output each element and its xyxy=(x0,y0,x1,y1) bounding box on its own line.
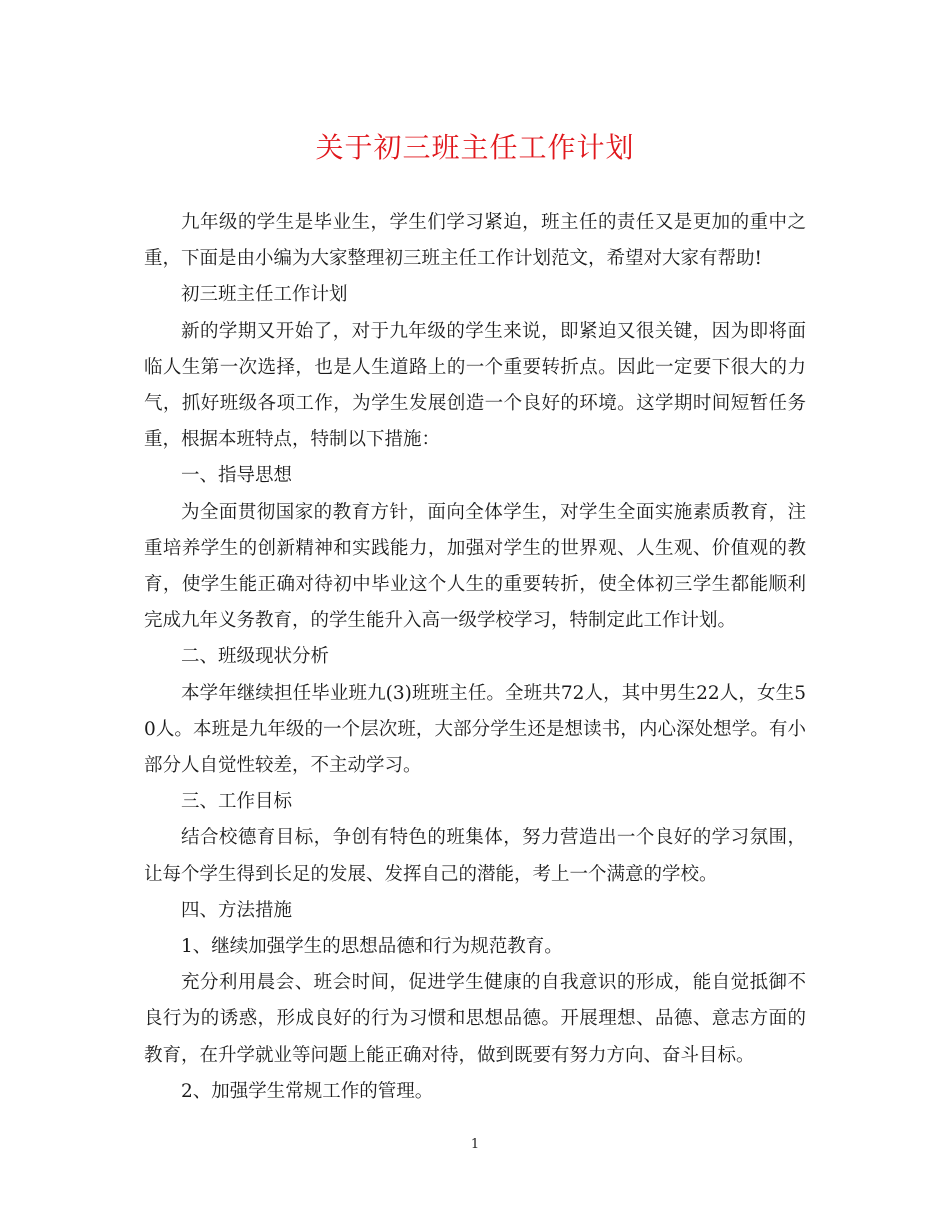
paragraph-work-goals: 结合校德育目标，争创有特色的班集体，努力营造出一个良好的学习氛围，让每个学生得到长足的发展、发挥自己的潜能，考上一个满意的学校。 xyxy=(144,827,806,885)
heading-guiding-thought: 一、指导思想 xyxy=(181,465,293,487)
document-title: 关于初三班主任工作计划 xyxy=(315,131,635,164)
page-number: 1 xyxy=(470,1137,480,1152)
paragraph-class-status: 本学年继续担任毕业班九(3)班班主任。全班共72人，其中男生22人，女生50人。本班是九年级的一个层次班，大部分学生还是想读书，内心深处想学。有小部分人自觉性较差，不主动学习。 xyxy=(144,682,806,777)
heading-methods: 四、方法措施 xyxy=(181,899,293,921)
document-body xyxy=(144,205,806,1110)
item-1-paragraph: 充分利用晨会、班会时间，促进学生健康的自我意识的形成，能自觉抵御不良行为的诱惑，形成良好的行为习惯和思想品德。开展理想、品德、意志方面的教育，在升学就业等问题上能正确对待，做到既要有努力方向、奋斗目标。 xyxy=(144,972,806,1066)
heading-work-goals: 三、工作目标 xyxy=(181,791,293,813)
paragraph-opening: 新的学期又开始了，对于九年级的学生来说，即紧迫又很关键，因为即将面临人生第一次选择，也是人生道路上的一个重要转折点。因此一定要下很大的力气，抓好班级各项工作，为学生发展创造一个良好的环境。这学期时间短暂任务重，根据本班特点，特制以下措施： xyxy=(144,320,806,451)
paragraph-subtitle: 初三班主任工作计划 xyxy=(181,284,348,306)
item-2-heading: 2、加强学生常规工作的管理。 xyxy=(181,1080,434,1102)
item-1-heading: 1、继续加强学生的思想品德和行为规范教育。 xyxy=(181,936,563,958)
paragraph-guiding-thought: 为全面贯彻国家的教育方针，面向全体学生，对学生全面实施素质教育，注重培养学生的创新精神和实践能力，加强对学生的世界观、人生观、价值观的教育，使学生能正确对待初中毕业这个人生的重要转折，使全体初三学生都能顺利完成九年义务教育，的学生能升入高一级学校学习，特制定此工作计划。 xyxy=(144,501,806,632)
paragraph-intro: 九年级的学生是毕业生，学生们学习紧迫，班主任的责任又是更加的重中之重，下面是由小编为大家整理初三班主任工作计划范文，希望对大家有帮助! xyxy=(144,212,806,270)
heading-class-status: 二、班级现状分析 xyxy=(181,646,330,668)
